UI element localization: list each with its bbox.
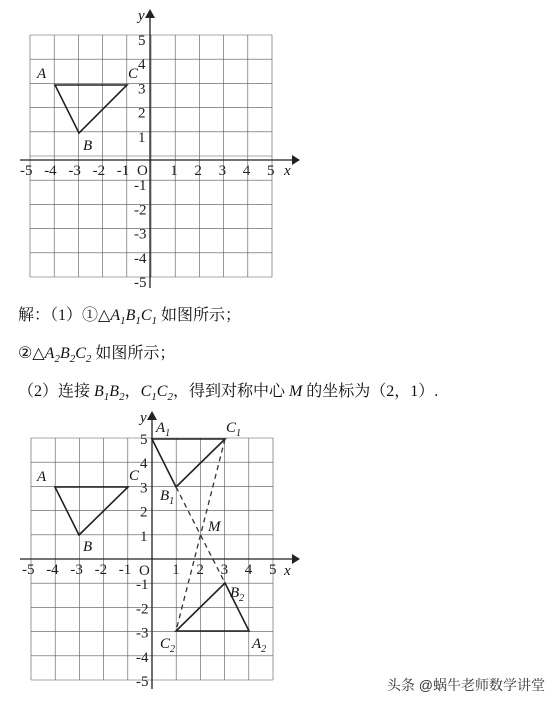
point-c-label: C [129, 468, 140, 484]
x-tick-label: 2 [196, 562, 204, 578]
x-tick-label: -5 [22, 562, 35, 578]
origin-label: O [137, 163, 148, 179]
point-a1-label: $A_1$ [156, 420, 171, 439]
x-tick-label: 1 [170, 163, 178, 179]
point-c-label: C [128, 66, 139, 82]
segment-c1c2-label: $C_1C_2$ [140, 383, 173, 404]
triangle-abc [55, 487, 128, 535]
origin-label: O [139, 563, 150, 579]
point-c2-label: $C_2$ [160, 636, 176, 655]
solution-line-1 [18, 302, 241, 327]
x-tick-label: 1 [172, 562, 180, 578]
y-tick-label: 4 [138, 57, 146, 74]
x-tick-label: -3 [68, 163, 81, 179]
x-tick-label: -2 [92, 163, 106, 179]
point-b-label: B [83, 138, 93, 154]
tick-labels [20, 33, 275, 290]
triangle-abc [55, 85, 127, 133]
x-axis-arrow [292, 155, 300, 165]
grid [30, 35, 272, 277]
y-tick-label: -1 [136, 577, 149, 594]
tick-labels [22, 432, 277, 690]
point-c1-label: $C_1$ [226, 420, 242, 439]
x-tick-label: -4 [44, 163, 57, 179]
x-axis-label: x [284, 163, 291, 179]
triangle-a1b1c1-label: $A_1B_1C_1$ [110, 307, 158, 328]
x-axis-arrow [292, 554, 300, 564]
y-tick-label: -5 [136, 674, 149, 690]
watermark: 头条 @蜗牛老师数学讲堂 [386, 677, 545, 693]
point-b-label: B [83, 539, 93, 555]
x-axis-label: x [284, 563, 291, 579]
y-tick-label: -2 [136, 601, 149, 618]
x-tick-label: -1 [118, 562, 132, 578]
y-tick-label: -3 [136, 625, 149, 642]
y-tick-label: -2 [134, 202, 147, 219]
y-tick-label: 4 [140, 456, 148, 473]
solution-line-1-prefix: 解：（1）①△ [18, 307, 111, 324]
y-tick-label: 2 [138, 105, 146, 122]
figure-1-coordinate-plane [0, 0, 557, 290]
point-b2-label: $B_2$ [230, 585, 245, 604]
solution-line-2-prefix: ②△ [18, 345, 45, 362]
y-axis-label: y [138, 8, 145, 24]
figure-2-coordinate-plane [0, 408, 557, 703]
x-tick-label: 2 [194, 163, 202, 179]
point-b1-label: $B_1$ [160, 488, 175, 507]
y-axis-arrow [145, 9, 155, 18]
point-a-label: A [37, 469, 47, 485]
y-tick-label: 1 [140, 528, 148, 545]
point-a-label: A [37, 66, 47, 82]
y-tick-label: 2 [140, 504, 148, 521]
triangle-a2b2c2-label: $A_2B_2C_2$ [44, 345, 92, 366]
y-tick-label: 3 [140, 480, 148, 497]
y-tick-label: 5 [138, 33, 146, 49]
point-m-label: M [208, 519, 221, 535]
y-tick-label: -1 [134, 178, 147, 195]
y-tick-label: -4 [134, 250, 147, 267]
y-tick-label: 5 [140, 432, 148, 448]
segment-b1b2-label: $B_1B_2$ [94, 383, 125, 404]
x-tick-label: -1 [116, 163, 130, 179]
x-tick-label: -3 [70, 562, 83, 578]
y-tick-label: 3 [138, 81, 146, 98]
solution-line-2-suffix: 如图所示； [91, 345, 176, 362]
x-tick-label: -2 [94, 562, 108, 578]
solution-line-2 [18, 340, 175, 365]
x-tick-label: 5 [269, 562, 277, 578]
y-axis-arrow [147, 411, 157, 420]
x-tick-label: 4 [242, 163, 251, 179]
x-tick-label: 5 [267, 163, 275, 179]
solution-line-1-suffix: 如图所示； [157, 307, 242, 324]
triangle-a1b1c1 [152, 439, 225, 487]
x-tick-label: 3 [218, 163, 227, 179]
x-tick-label: 4 [244, 562, 253, 578]
y-tick-label: -3 [134, 226, 147, 243]
x-tick-label: 3 [220, 562, 229, 578]
y-tick-label: -4 [136, 649, 149, 666]
x-tick-label: -5 [20, 163, 33, 179]
x-tick-label: -4 [46, 562, 59, 578]
y-axis-label: y [140, 410, 147, 426]
y-tick-label: -5 [134, 275, 147, 290]
point-a2-label: $A_2$ [252, 636, 267, 655]
solution-line-3: （2）连接 $B_1B_2$，$C_1C_2$，得到对称中心 M 的坐标为（2，1）. [18, 383, 439, 404]
center-m-label: M [288, 383, 303, 400]
y-tick-label: 1 [138, 129, 146, 146]
